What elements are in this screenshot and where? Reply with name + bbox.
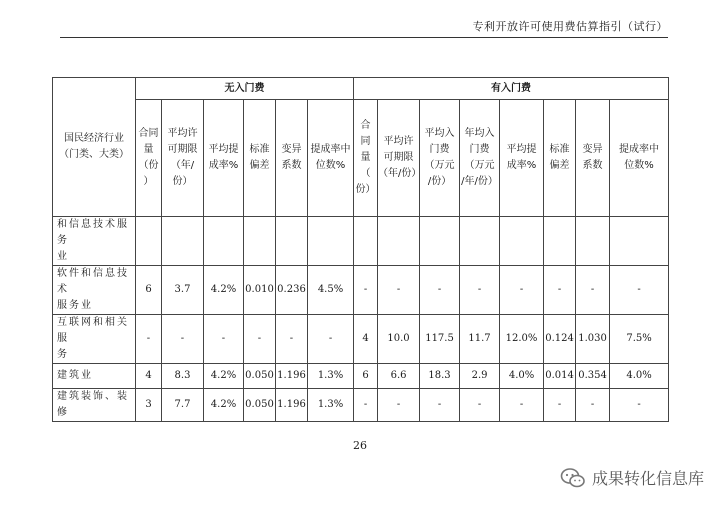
table-cell: - <box>354 389 378 422</box>
table-cell <box>354 217 378 266</box>
table-cell: - <box>244 315 276 364</box>
table-cell: 1.3% <box>308 364 354 389</box>
table-cell: 4.0% <box>500 364 544 389</box>
table-cell: 4.2% <box>204 266 244 315</box>
table-cell: 4.2% <box>204 364 244 389</box>
table-cell <box>308 217 354 266</box>
table-cell: - <box>354 266 378 315</box>
table-cell <box>610 217 669 266</box>
table-cell: 8.3 <box>162 364 204 389</box>
industry-name-label: 软件和信息技术 服务业 <box>57 268 129 311</box>
col-header-label: 提成率中 位数% <box>310 144 351 171</box>
col-header-label: 变异 系数 <box>582 144 603 171</box>
col-header-no-fee <box>162 100 204 217</box>
col-header-label: 变异 系数 <box>281 144 302 171</box>
watermark <box>560 466 704 489</box>
col-header-label: 平均许 可期限 （年/份） <box>378 136 422 179</box>
table-cell <box>420 217 460 266</box>
table-cell: 4 <box>354 315 378 364</box>
industry-name <box>53 389 136 422</box>
col-header-no-fee <box>136 100 162 217</box>
table-cell: 12.0% <box>500 315 544 364</box>
table-cell: - <box>460 266 500 315</box>
table-cell <box>204 217 244 266</box>
table-cell: 6 <box>136 266 162 315</box>
wechat-icon <box>560 467 586 489</box>
table-row <box>53 266 669 315</box>
col-header-label: 平均许 可期限 （年/ 份） <box>167 128 198 187</box>
table-cell: 4.2% <box>204 389 244 422</box>
table-cell: 6.6 <box>378 364 420 389</box>
table-row <box>53 217 669 266</box>
col-header-label: 合 同 量 （ 份） <box>355 120 376 195</box>
table-cell: - <box>204 315 244 364</box>
table-cell: 0.124 <box>544 315 576 364</box>
table-cell: 4.0% <box>610 364 669 389</box>
table-cell: 18.3 <box>420 364 460 389</box>
table-cell: 1.3% <box>308 389 354 422</box>
industry-header <box>53 78 136 217</box>
col-header-label: 标准 偏差 <box>549 144 570 171</box>
group-header-no-fee: 无入门费 <box>136 78 354 100</box>
table-row <box>53 315 669 364</box>
table-cell <box>500 217 544 266</box>
table-cell: - <box>276 315 308 364</box>
table-cell: 11.7 <box>460 315 500 364</box>
table-cell: 4.5% <box>308 266 354 315</box>
table-row <box>53 364 669 389</box>
table-cell: - <box>378 266 420 315</box>
table-cell: 10.0 <box>378 315 420 364</box>
industry-name <box>53 364 136 389</box>
col-header-with-fee <box>610 100 669 217</box>
table-cell: - <box>576 266 610 315</box>
table-cell <box>544 217 576 266</box>
table-cell: - <box>162 315 204 364</box>
table-cell: 0.010 <box>244 266 276 315</box>
col-header-with-fee <box>576 100 610 217</box>
col-header-no-fee <box>308 100 354 217</box>
industry-name-label: 建筑业 <box>57 370 93 381</box>
industry-name <box>53 217 136 266</box>
group-header-with-fee: 有入门费 <box>354 78 669 100</box>
table-cell: - <box>576 389 610 422</box>
col-header-with-fee <box>544 100 576 217</box>
table-cell: - <box>378 389 420 422</box>
table-cell <box>276 217 308 266</box>
table-cell: 117.5 <box>420 315 460 364</box>
industry-name-label: 和信息技术服务 业 <box>57 219 129 262</box>
col-header-label: 平均入 门费 （万元 /份） <box>424 128 455 187</box>
col-header-no-fee <box>244 100 276 217</box>
industry-name <box>53 266 136 315</box>
col-header-no-fee <box>204 100 244 217</box>
table-cell <box>244 217 276 266</box>
table-cell: 7.5% <box>610 315 669 364</box>
table-cell: - <box>500 389 544 422</box>
table-cell: - <box>544 266 576 315</box>
watermark-text: 成果转化信息库 <box>591 469 704 488</box>
table-cell: 3.7 <box>162 266 204 315</box>
industry-name-label: 互联网和相关服 务 <box>57 317 129 360</box>
col-header-with-fee <box>378 100 420 217</box>
col-header-with-fee <box>420 100 460 217</box>
col-header-with-fee <box>460 100 500 217</box>
table-cell: 1.030 <box>576 315 610 364</box>
col-header-label: 年均入 门费 （万元 /年/份） <box>461 128 498 187</box>
table-cell: 6 <box>354 364 378 389</box>
col-header-no-fee <box>276 100 308 217</box>
table-cell: 2.9 <box>460 364 500 389</box>
table-cell: 0.236 <box>276 266 308 315</box>
license-fee-table <box>52 77 669 422</box>
industry-header-label: 国民经济行业 （门类、大类） <box>59 133 129 160</box>
table-cell <box>162 217 204 266</box>
table-cell: - <box>610 266 669 315</box>
table-cell: 0.050 <box>244 364 276 389</box>
page-number: 26 <box>353 439 367 452</box>
table-cell: 7.7 <box>162 389 204 422</box>
col-header-label: 标准 偏差 <box>249 144 270 171</box>
table-cell: - <box>420 266 460 315</box>
table-cell <box>136 217 162 266</box>
table-cell: - <box>308 315 354 364</box>
col-header-with-fee <box>500 100 544 217</box>
table-cell: - <box>460 389 500 422</box>
col-header-with-fee <box>354 100 378 217</box>
table-cell: - <box>500 266 544 315</box>
table-cell: - <box>420 389 460 422</box>
table-cell: 1.196 <box>276 389 308 422</box>
col-header-label: 提成率中 位数% <box>619 144 660 171</box>
col-header-label: 平均提 成率% <box>506 144 537 171</box>
table-cell: 1.196 <box>276 364 308 389</box>
industry-name <box>53 315 136 364</box>
table-cell: - <box>544 389 576 422</box>
table-cell: 0.050 <box>244 389 276 422</box>
table-cell: - <box>610 389 669 422</box>
table-cell: 0.014 <box>544 364 576 389</box>
table-cell: - <box>136 315 162 364</box>
table-cell <box>576 217 610 266</box>
table-cell <box>460 217 500 266</box>
table-cell: 3 <box>136 389 162 422</box>
industry-name-label: 建筑装饰、装修 <box>57 391 129 418</box>
col-header-label: 合同 量 （份 ） <box>138 128 159 187</box>
header-divider <box>60 37 668 38</box>
document-header-title: 专利开放许可使用费估算指引（试行） <box>472 20 668 33</box>
table-cell: 4 <box>136 364 162 389</box>
table-row <box>53 389 669 422</box>
table-cell <box>378 217 420 266</box>
col-header-label: 平均提 成率% <box>208 144 239 171</box>
table-cell: 0.354 <box>576 364 610 389</box>
